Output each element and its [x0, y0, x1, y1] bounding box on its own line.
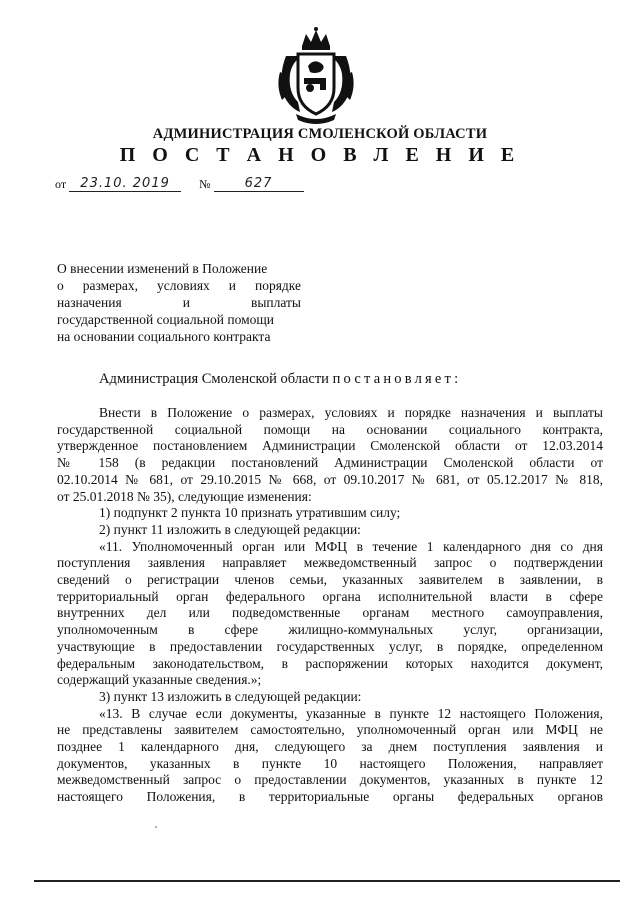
- body-line: участвующие в предоставлении государственных услуг, в порядке, определенном: [57, 638, 603, 654]
- smolensk-coat-of-arms-icon: [276, 26, 356, 126]
- subject-line: на основании социального контракта: [57, 329, 271, 344]
- subject-line: о размерах, условиях и порядке: [57, 278, 301, 293]
- intro-spaced-word: постановляет:: [332, 371, 462, 387]
- body-line: документов, указанных в пункте 10 настоящего Положения, направляет: [57, 755, 603, 771]
- body-line: не представлены заявителем самостоятельно, уполномоченный орган или МФЦ не: [57, 722, 603, 738]
- scan-speck: [155, 826, 157, 828]
- subject-line: государственной социальной помощи: [57, 312, 274, 327]
- document-title: П О С Т А Н О В Л Е Н И Е: [119, 144, 521, 166]
- body-line: настоящего Положения, в территориальные органы федеральных органов: [57, 789, 603, 805]
- subject-line: назначения и выплаты: [57, 295, 301, 310]
- body-line: 2) пункт 11 изложить в следующей редакции:: [99, 521, 361, 537]
- subject-line: О внесении изменений в Положение: [57, 261, 268, 276]
- intro-text: Администрация Смоленской области: [99, 371, 329, 387]
- document-date: 23.10. 2019: [69, 176, 181, 192]
- body-line: территориальный орган федерального органа исполнительной власти в сфере: [57, 588, 603, 604]
- body-line: внутренних дел или подведомственные органам местного самоуправления,: [57, 605, 603, 621]
- document-subject: [57, 260, 301, 345]
- body-line: утвержденное постановлением Администрации Смоленской области от 12.03.2014: [57, 438, 603, 454]
- resolution-intro: [99, 371, 461, 388]
- body-line: государственной социальной помощи на основании социального контракта,: [57, 421, 603, 437]
- body-line: 02.10.2014 № 681, от 29.10.2015 № 668, от 09.10.2017 № 681, от 05.12.2017 № 818,: [57, 471, 603, 487]
- date-label: от: [55, 177, 67, 191]
- body-line: «11. Уполномоченный орган или МФЦ в течение 1 календарного дня со дня: [99, 538, 603, 554]
- body-line: уполномоченным в сфере жилищно-коммунальных услуг, организации,: [57, 622, 603, 638]
- number-label: №: [199, 177, 211, 191]
- body-line: межведомственный запрос о предоставлении документов, указанных в пункте 12: [57, 772, 603, 788]
- body-line: 3) пункт 13 изложить в следующей редакции:: [99, 688, 362, 704]
- document-body: [57, 405, 603, 806]
- body-line: Внести в Положение о размерах, условиях и порядке назначения и выплаты: [99, 405, 603, 420]
- document-number: 627: [214, 176, 304, 192]
- body-line: поступления заявления направляет межведомственный запрос о подтверждении: [57, 555, 603, 571]
- body-line: федеральным законодательством, в распоряжении которых находится документ,: [57, 655, 603, 671]
- body-line: содержащий указанные сведения.»;: [57, 672, 262, 688]
- page-bottom-rule: [34, 880, 620, 882]
- body-line: 1) подпункт 2 пункта 10 признать утратившим силу;: [99, 505, 401, 521]
- body-line: позднее 1 календарного дня, следующего за днем поступления заявления и: [57, 739, 603, 755]
- body-line: «13. В случае если документы, указанные в пункте 12 настоящего Положения,: [99, 705, 603, 721]
- agency-name: АДМИНИСТРАЦИЯ СМОЛЕНСКОЙ ОБЛАСТИ: [152, 126, 488, 142]
- body-line: № 158 (в редакции постановлений Администрации Смоленской области от: [57, 455, 603, 471]
- body-line: сведений о регистрации членов семьи, указанных заявителем в заявлении, в: [57, 572, 603, 588]
- body-line: от 25.01.2018 № 35), следующие изменения:: [57, 488, 312, 504]
- date-number-line: [55, 176, 304, 192]
